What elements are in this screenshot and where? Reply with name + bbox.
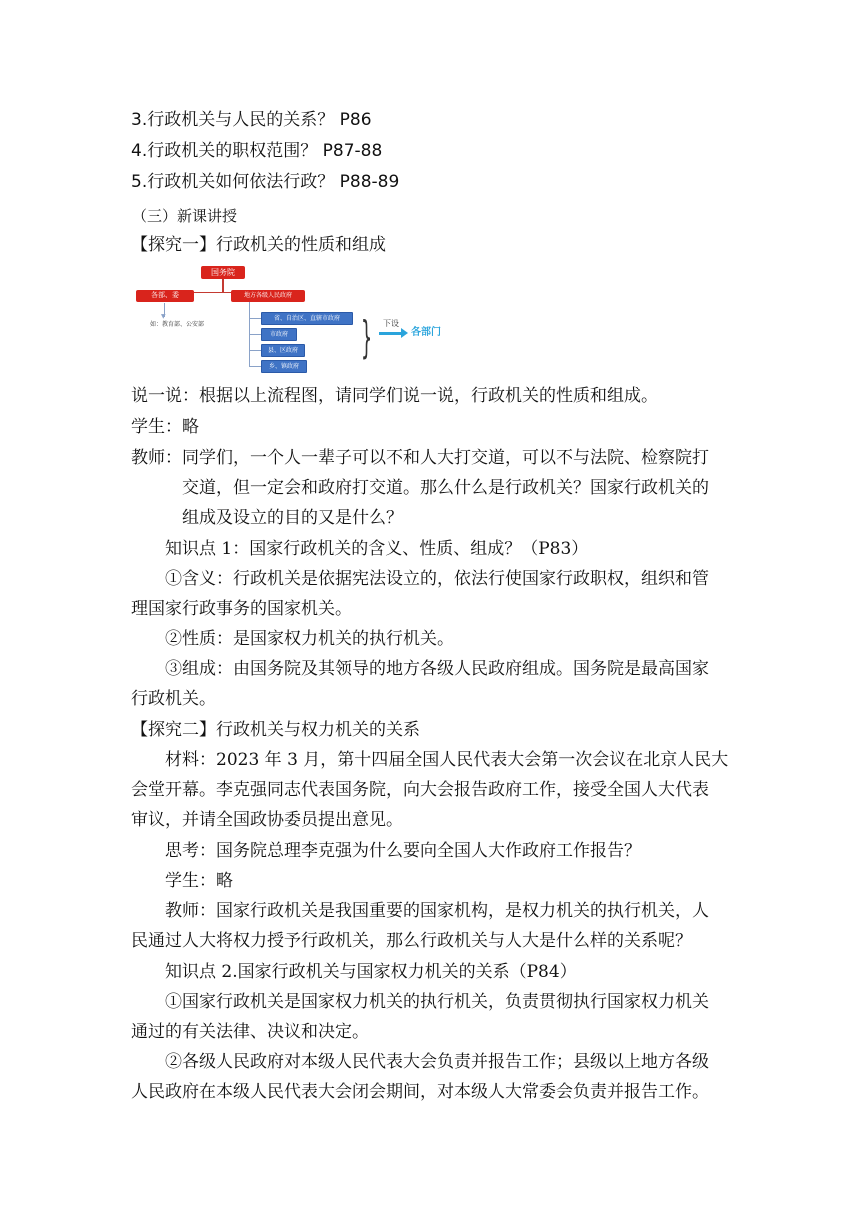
kp2-relation-line-1: ①国家行政机关是国家权力机关的执行机关，负责贯彻执行国家权力机关 xyxy=(165,992,709,1012)
ministries-box: 各部、委 xyxy=(136,290,194,302)
student-reply-1: 学生：略 xyxy=(131,417,199,437)
teacher-para-2-line-1: 教师：国家行政机关是我国重要的国家机构，是权力机关的执行机关，人 xyxy=(165,901,709,921)
township-level-box: 乡、镇政府 xyxy=(261,360,307,373)
kp1-meaning-line-2: 理国家行政事务的国家机关。 xyxy=(131,599,352,619)
teacher-para-1-line-1: 教师：同学们，一个人一辈子可以不和人大打交道，可以不与法院、检察院打 xyxy=(131,448,709,468)
question-4: 4.行政机关的职权范围？ P87-88 xyxy=(131,141,383,161)
province-level-box: 省、自治区、直辖市政府 xyxy=(261,312,353,325)
knowledge-point-1: 知识点 1：国家行政机关的含义、性质、组成？（P83） xyxy=(165,539,589,559)
ministry-example: 如：教育部、公安部 xyxy=(150,321,205,328)
kp1-meaning-line-1: ①含义：行政机关是依据宪法设立的，依法行使国家行政职权，组织和管 xyxy=(165,569,709,589)
question-3: 3.行政机关与人民的关系？ P86 xyxy=(131,110,372,130)
material-line-2: 会堂开幕。李克强同志代表国务院，向大会报告政府工作，接受全国人大代表 xyxy=(131,780,709,800)
student-reply-2: 学生：略 xyxy=(165,871,233,891)
teacher-para-2-line-2: 民通过人大将权力授予行政机关，那么行政机关与人大是什么样的关系呢？ xyxy=(131,931,692,951)
kp2-relation-line-2: 通过的有关法律、决议和决定。 xyxy=(131,1022,369,1042)
kp2-report-line-2: 人民政府在本级人民代表大会闭会期间，对本级人大常委会负责并报告工作。 xyxy=(131,1082,709,1102)
right-brace-icon: } xyxy=(361,312,373,363)
arrow-label: 下设 xyxy=(383,319,399,328)
kp1-composition-line-2: 行政机关。 xyxy=(131,689,216,709)
question-5: 5.行政机关如何依法行政？ P88-89 xyxy=(131,172,400,192)
say-prompt: 说一说：根据以上流程图，请同学们说一说，行政机关的性质和组成。 xyxy=(131,386,658,406)
teacher-para-1-line-3: 组成及设立的目的又是什么？ xyxy=(182,508,403,528)
explore2-title: 【探究二】行政机关与权力机关的关系 xyxy=(131,720,420,740)
material-line-3: 审议，并请全国政协委员提出意见。 xyxy=(131,810,403,830)
think-prompt: 思考：国务院总理李克强为什么要向全国人大作政府工作报告？ xyxy=(165,841,641,861)
county-level-box: 县、区政府 xyxy=(261,344,305,357)
kp2-report-line-1: ②各级人民政府对本级人民代表大会负责并报告工作；县级以上地方各级 xyxy=(165,1052,709,1072)
teacher-para-1-line-2: 交道，但一定会和政府打交道。那么什么是行政机关？国家行政机关的 xyxy=(182,478,709,498)
local-governments-box: 地方各级人民政府 xyxy=(231,290,305,302)
section-heading: （三）新课讲授 xyxy=(132,207,238,225)
knowledge-point-2: 知识点 2.国家行政机关与国家权力机关的关系（P84） xyxy=(165,962,577,982)
arrow-down-icon: ▼ xyxy=(161,313,166,320)
material-line-1: 材料：2023 年 3 月，第十四届全国人民代表大会第一次会议在北京人民大 xyxy=(165,750,729,770)
arrow-right-icon xyxy=(379,332,403,335)
government-structure-diagram xyxy=(133,262,483,374)
kp1-nature: ②性质：是国家权力机关的执行机关。 xyxy=(165,629,454,649)
city-level-box: 市政府 xyxy=(261,328,297,341)
explore1-title: 【探究一】行政机关的性质和组成 xyxy=(131,235,386,255)
departments-label: 各部门 xyxy=(411,327,441,338)
state-council-box: 国务院 xyxy=(201,266,245,279)
kp1-composition-line-1: ③组成：由国务院及其领导的地方各级人民政府组成。国务院是最高国家 xyxy=(165,659,709,679)
